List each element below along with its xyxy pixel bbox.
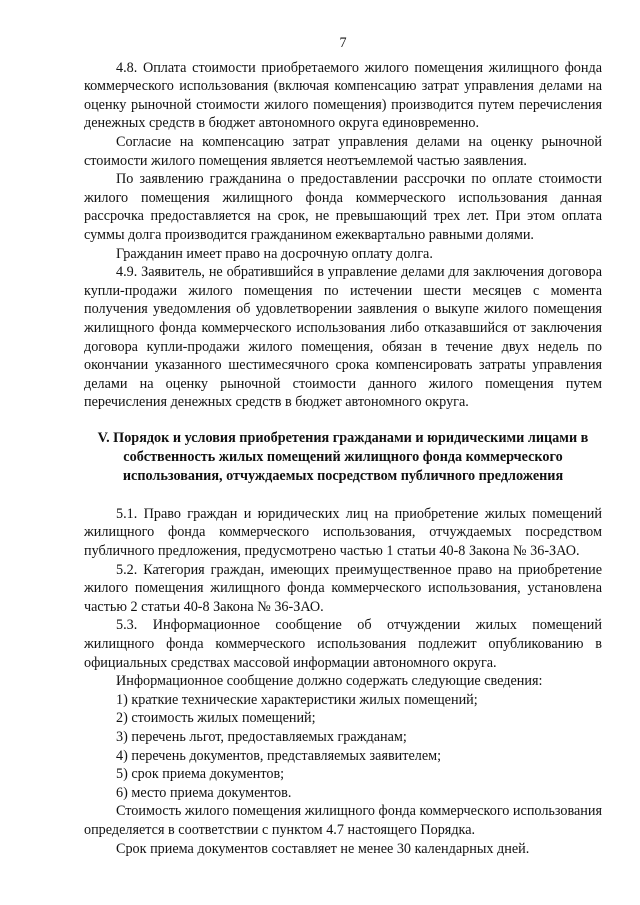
list-item: 1) краткие технические характеристики жилых помещений;: [116, 691, 478, 708]
end-paragraphs: [84, 802, 602, 858]
list-item: 4) перечень документов, представляемых заявителем;: [116, 747, 442, 764]
paragraph-early-payment: Гражданин имеет право на досрочную оплату долга.: [116, 245, 433, 262]
paragraph-consent: Согласие на компенсацию затрат управления делами на оценку рыночной стоимости жилого помещения является неотъемлемой частью заявления.: [84, 133, 602, 169]
page-number: 7: [339, 35, 347, 51]
paragraph-5-3: 5.3. Информационное сообщение об отчуждении жилых помещений жилищного фонда коммерческого использования подлежит опубликованию в официальных средствах массовой информации автономного округа.: [84, 617, 602, 671]
list-item: 6) место приема документов.: [116, 784, 292, 801]
section-paragraphs: [84, 505, 602, 691]
paragraph-installment: По заявлению гражданина о предоставлении рассрочки по оплате стоимости жилого помещения жилищного фонда коммерческого использования данная рассрочка предоставляется на срок, не превышающий трех лет. При этом оплата суммы долга производится гражданином ежеквартально равными долями.: [84, 171, 602, 243]
paragraph-cost: Стоимость жилого помещения жилищного фонда коммерческого использования определяется в соответствии с пунктом 4.7 настоящего Порядка.: [84, 803, 603, 838]
list-item: 5) срок приема документов;: [116, 766, 285, 783]
list-item: 3) перечень льгот, предоставляемых гражданам;: [116, 729, 407, 745]
info-list: [84, 691, 602, 803]
top-paragraphs: [84, 59, 602, 412]
paragraph-5-1: 5.1. Право граждан и юридических лиц на приобретение жилых помещений жилищного фонда коммерческого использования, отчуждаемых посредством публичного предложения, предусмотрено частью 1 статьи 40-8 Закона № 36-ЗАО.: [84, 505, 602, 560]
paragraph-deadline: Срок приема документов составляет не менее 30 календарных дней.: [116, 840, 530, 857]
list-item: 2) стоимость жилых помещений;: [116, 710, 316, 727]
paragraph-info-intro: Информационное сообщение должно содержать следующие сведения:: [116, 673, 543, 690]
section-heading: V. Порядок и условия приобретения гражданами и юридическими лицами в собственность жилых помещений жилищного фонда коммерческого использования, отчуждаемых посредством публичного предложения: [97, 429, 589, 484]
paragraph-4-8: 4.8. Оплата стоимости приобретаемого жилого помещения жилищного фонда коммерческого использования (включая компенсацию затрат управления делами на оценку рыночной стоимости жилого помещения) производится путем перечисления денежных средств в бюджет автономного округа единовременно.: [84, 59, 602, 132]
paragraph-4-9: 4.9. Заявитель, не обратившийся в управление делами для заключения договора купли-продажи жилого помещения по истечении шести месяцев с момента получения уведомления об удовлетворении заявления о выкупе жилого помещения жилищного фонда коммерческого использования либо отказавшийся от заключения договора купли-продажи жилого помещения, обязан в течение двух недель по окончании указанного шестимесячного срока компенсировать затраты управления делами на оценку рыночной стоимости данного жилого помещения путем перечисления денежных средств в бюджет автономного округа.: [84, 264, 602, 411]
paragraph-5-2: 5.2. Категория граждан, имеющих преимущественное право на приобретение жилого помещения жилищного фонда коммерческого использования, установлена частью 2 статьи 40-8 Закона № 36-ЗАО.: [84, 561, 602, 615]
